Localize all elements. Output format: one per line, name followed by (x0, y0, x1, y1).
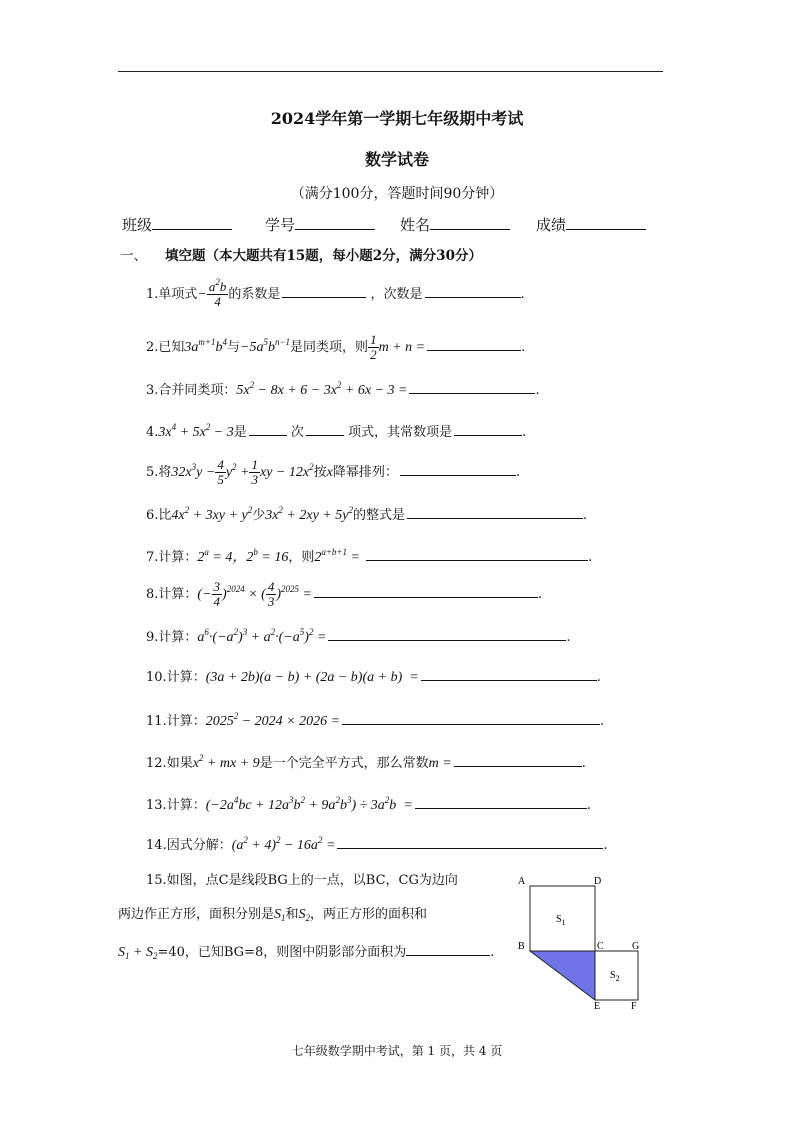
question-15-line-1: 15.如图，点C是线段BG上的一点，以BC，CG为边向 (146, 873, 458, 888)
question-4: $4.3x^4 + 5x^2 - 3$是 次 项式，其常数项是 . (146, 422, 527, 440)
section-one-heading: 一、 填空题（本大题共有15题，每小题2分，满分30分） (120, 248, 482, 264)
exam-title: 2024学年第一学期七年级期中考试 (270, 109, 524, 128)
class-field[interactable]: 班级 (122, 214, 232, 235)
question-1: 1.单项式− $\frac{a^2b}{4}$ 的系数是 ，次数是 . (146, 277, 525, 309)
answer-blank[interactable] (314, 585, 538, 598)
label-b: B (518, 941, 525, 952)
label-e: E (594, 1001, 601, 1010)
question-12: 12.如果$x^2$ + mx + 9是一个完全平方式，那么常数m = . (146, 753, 586, 771)
question-6: 6.比$4x^2 + 3xy + y^2$少$3x^2 + 2xy + 5y^2$的整式是 . (146, 505, 588, 523)
exam-subtitle: 数学试卷 (364, 150, 429, 169)
label-c: C (597, 941, 604, 952)
answer-blank[interactable] (337, 836, 603, 849)
label-d: D (594, 876, 602, 887)
answer-blank[interactable] (421, 668, 597, 681)
answer-blank[interactable] (366, 548, 588, 561)
question-13: 13.计算：$(-2a^4bc + 12a^3b^2 + 9a^2b^3) \div 3a^2b$ = . (146, 795, 591, 813)
answer-blank[interactable] (400, 463, 516, 476)
question-14: 14.因式分解：$(a^2 + 4)^2 - 16a^2$ = . (146, 835, 608, 853)
name-field[interactable]: 姓名 (400, 214, 510, 235)
exam-note: （满分100分，答题时间90分钟） (290, 186, 504, 202)
squares-figure (510, 870, 650, 1010)
answer-blank[interactable] (328, 628, 566, 641)
shaded-region (530, 951, 595, 1000)
label-a: A (518, 876, 526, 887)
fraction: $\frac{a^2b}{4}$ (208, 277, 227, 309)
question-15-line-3: $S_1 + S_2=40$，已知BG=8，则图中阴影部分面积为 . (118, 945, 495, 961)
page-footer: 七年级数学期中考试，第 1 页，共 4 页 (291, 1044, 503, 1058)
question-9: 9.计算：$a^6\cdot(-a^2)^3 + a^2\cdot(-a^5)^2$ = . (146, 627, 571, 645)
answer-blank[interactable] (342, 712, 600, 725)
score-field[interactable]: 成绩 (536, 214, 646, 235)
label-s1: $S_1$ (556, 914, 566, 927)
answer-blank[interactable] (454, 754, 582, 767)
answer-blank[interactable] (409, 381, 535, 394)
answer-blank[interactable] (425, 285, 521, 298)
answer-blank[interactable] (406, 943, 490, 956)
answer-blank[interactable] (415, 796, 587, 809)
label-g: G (632, 941, 640, 952)
question-11: 11.计算：$2025^2 - 2024 \times 2026$ = . (146, 711, 605, 729)
question-7: 7.计算：$2^a = 4$，$2^b = 16$，则$2^{a+b+1}$ = . (146, 547, 593, 565)
question-8: 8.计算：(− $\frac{3}{4}$ )$^{2024}$ × ( $\frac{4}{3}$ )$^{2025}$ = . (146, 579, 543, 609)
answer-blank[interactable] (454, 423, 522, 436)
label-f: F (631, 1001, 637, 1010)
answer-blank[interactable] (282, 285, 366, 298)
question-3: 3.合并同类项：$5x^2 - 8x + 6 - 3x^2 + 6x - 3$ = . (146, 380, 540, 398)
question-10: 10.计算：(3a + 2b)(a − b) + (2a − b)(a + b) = . (146, 670, 601, 685)
question-15-line-2: 两边作正方形，面积分别是$S_1$和$S_2$，两正方形的面积和 (118, 907, 428, 923)
label-s2: $S_2$ (610, 970, 620, 983)
student-id-field[interactable]: 学号 (265, 214, 375, 235)
question-2: 2.已知$3a^{m+1}b^4$与$-5a^5b^{n-1}$是同类项，则 $\frac{1}{2}$ m + n = . (146, 332, 526, 362)
answer-blank[interactable] (306, 423, 344, 436)
top-rule (118, 71, 663, 72)
question-5: 5.将$32x^3y$ − $\frac{4}{5}$ $y^2$ + $\frac{1}{3}$ xy − $12x^2$按x降幂排列： . (146, 457, 520, 487)
answer-blank[interactable] (249, 423, 287, 436)
answer-blank[interactable] (427, 338, 521, 351)
answer-blank[interactable] (407, 506, 583, 519)
